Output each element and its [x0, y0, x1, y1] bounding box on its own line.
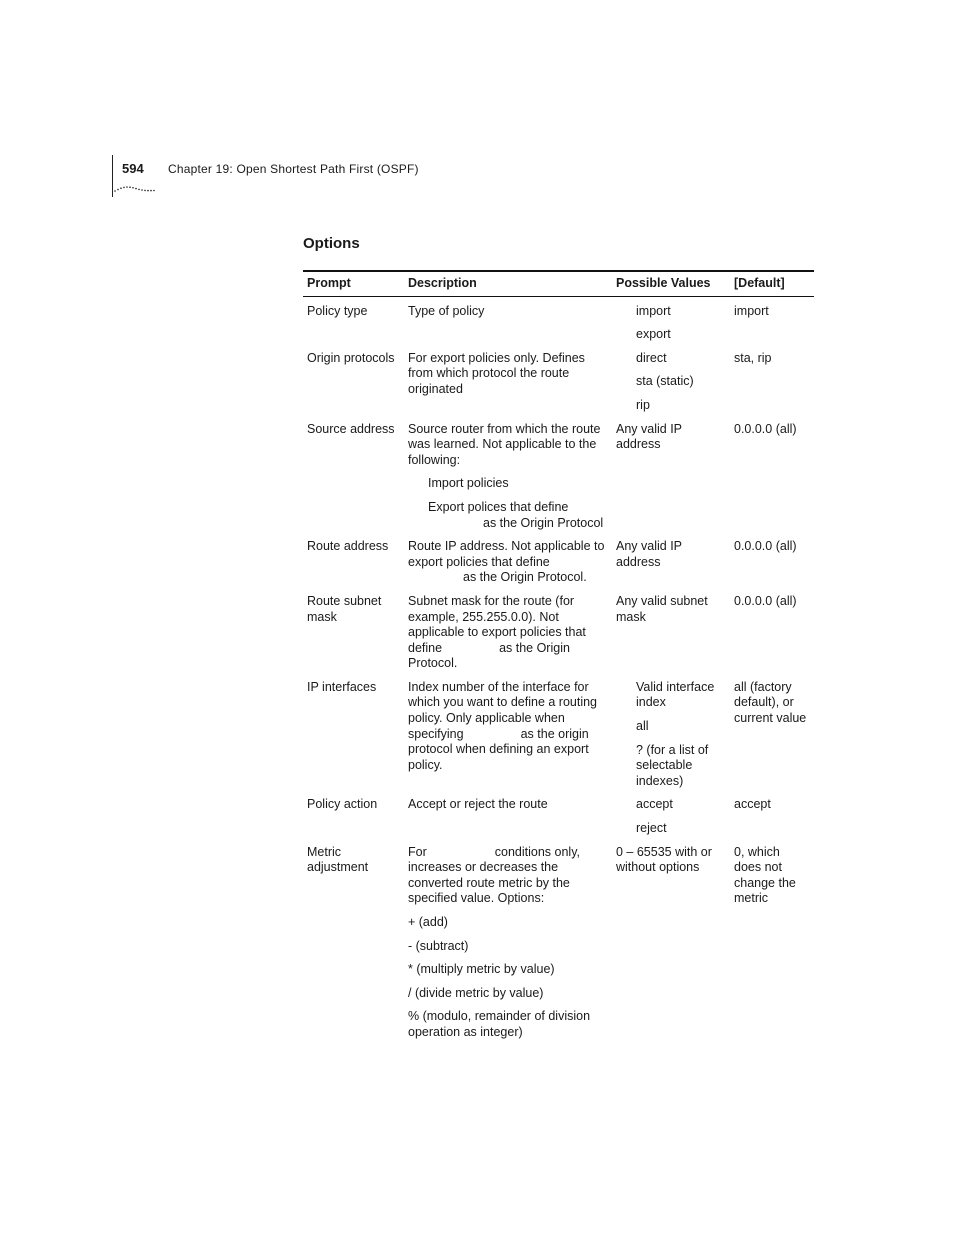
value-item: Any valid IP address	[616, 421, 682, 452]
description-text	[408, 845, 608, 907]
options-table	[303, 270, 814, 1049]
page-number: 594	[122, 161, 144, 176]
description-cell	[404, 351, 612, 422]
option-item: - (subtract)	[408, 938, 469, 953]
description-text: Index number of the interface for which you want to define a routing policy. Only applicable when specifying	[408, 679, 598, 741]
value-item: import	[636, 303, 671, 318]
description-cell	[404, 797, 612, 844]
values-cell	[612, 539, 730, 594]
table-row	[303, 594, 814, 680]
default-cell: 0, which does not change the metric	[734, 844, 796, 906]
prompt-cell: Policy action	[307, 797, 378, 812]
value-item: accept	[636, 797, 673, 812]
prompt-cell: Source address	[307, 421, 395, 436]
values-cell	[612, 797, 730, 844]
section-title: Options	[303, 235, 360, 252]
description-text: Route IP address. Not applicable to export policies that define	[408, 539, 605, 569]
description-text: as the Origin Protocol.	[408, 640, 570, 671]
description-cell	[404, 539, 612, 594]
description-cell	[404, 594, 612, 680]
prompt-cell: Metric adjustment	[307, 844, 369, 875]
sub-item-text: as the Origin Protocol	[483, 515, 604, 530]
sub-item	[408, 500, 608, 531]
value-item: Any valid IP address	[616, 539, 682, 569]
default-cell: 0.0.0.0 (all)	[734, 539, 797, 554]
values-cell	[612, 296, 730, 351]
column-header-default: [Default]	[730, 271, 814, 296]
prompt-cell: Policy type	[307, 303, 368, 318]
value-item: ? (for a list of selectable indexes)	[636, 742, 709, 788]
default-cell: import	[734, 303, 769, 318]
prompt-cell: Origin protocols	[307, 350, 395, 365]
values-cell	[612, 594, 730, 680]
value-item: 0 – 65535 with or without options	[616, 844, 712, 875]
value-item: all	[636, 719, 649, 734]
value-item: Any valid subnet mask	[616, 593, 708, 624]
table-row	[303, 422, 814, 540]
value-item: Valid interface index	[636, 679, 715, 710]
column-header-prompt: Prompt	[303, 271, 404, 296]
table-row	[303, 296, 814, 351]
option-item: % (modulo, remainder of division operation as integer)	[408, 1009, 591, 1039]
sub-item-text: Export polices that define	[428, 499, 569, 514]
default-cell: all (factory default), or current value	[734, 679, 807, 726]
description-text: as the Origin Protocol.	[463, 570, 587, 585]
default-cell: accept	[734, 797, 771, 812]
description-text: Source router from which the route was learned. Not applicable to the following:	[408, 421, 601, 467]
option-item: / (divide metric by value)	[408, 985, 544, 1000]
description-cell	[404, 296, 612, 351]
values-cell	[612, 351, 730, 422]
dotted-rule-icon	[113, 185, 156, 193]
prompt-cell: Route address	[307, 539, 389, 554]
table-row	[303, 845, 814, 1049]
default-cell: 0.0.0.0 (all)	[734, 421, 797, 436]
description-text: as the origin protocol when defining an export policy.	[408, 726, 589, 772]
table-row	[303, 797, 814, 844]
default-cell: sta, rip	[734, 350, 772, 365]
table-row	[303, 351, 814, 422]
table-row	[303, 680, 814, 798]
column-header-description: Description	[404, 271, 612, 296]
values-cell	[612, 422, 730, 540]
description-text: Accept or reject the route	[408, 797, 548, 812]
value-item: rip	[636, 397, 650, 412]
sub-item: Import policies	[428, 476, 509, 491]
description-text: For export policies only. Defines from which protocol the route originated	[408, 350, 585, 396]
table-header-row	[303, 271, 814, 296]
value-item: export	[636, 327, 671, 342]
description-cell	[404, 680, 612, 798]
default-cell: 0.0.0.0 (all)	[734, 593, 797, 608]
description-text-part: For	[408, 844, 427, 859]
prompt-cell: Route subnet mask	[307, 593, 382, 624]
description-cell	[404, 845, 612, 1049]
column-header-possible-values: Possible Values	[612, 271, 730, 296]
description-text: Type of policy	[408, 303, 485, 318]
description-text-part: conditions only, increases or decreases the converted route metric by the specified value. Options:	[408, 844, 580, 906]
description-text: Subnet mask for the route (for example, 255.255.0.0). Not applicable to export policies that define	[408, 593, 586, 655]
value-item: direct	[636, 350, 667, 365]
option-item: + (add)	[408, 915, 448, 929]
table-row	[303, 539, 814, 594]
values-cell	[612, 680, 730, 798]
option-item: * (multiply metric by value)	[408, 962, 555, 977]
values-cell	[612, 845, 730, 1049]
description-cell	[404, 422, 612, 540]
page-header	[112, 155, 712, 197]
prompt-cell: IP interfaces	[307, 679, 377, 694]
chapter-title: Chapter 19: Open Shortest Path First (OSPF)	[168, 162, 419, 176]
value-item: sta (static)	[636, 374, 694, 389]
page-number-box	[112, 155, 156, 197]
value-item: reject	[636, 821, 667, 836]
